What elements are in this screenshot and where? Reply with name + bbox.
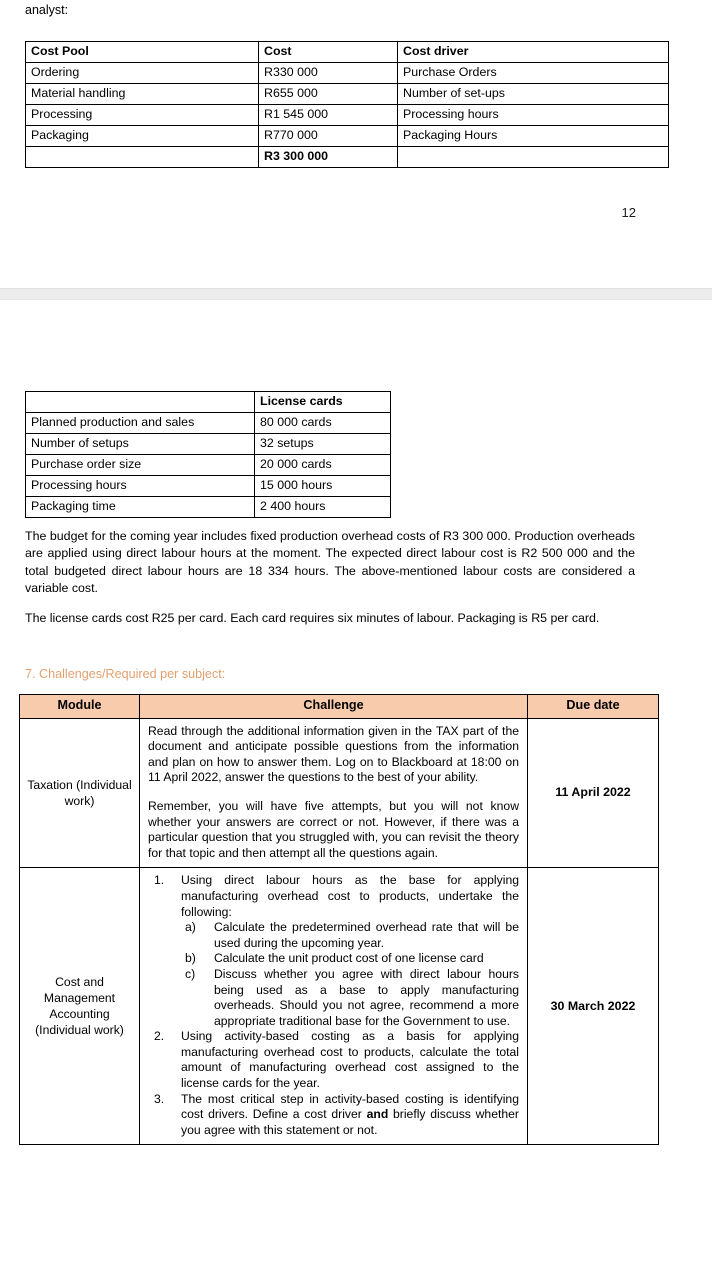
list-marker: 2.	[154, 1029, 165, 1044]
column-header-cost-pool: Cost Pool	[26, 42, 259, 63]
cell-cost-pool: Ordering	[26, 63, 259, 84]
license-cards-table	[25, 391, 391, 518]
page-break-divider	[0, 288, 712, 300]
table-row	[26, 63, 669, 84]
cell-value: 15 000 hours	[255, 476, 391, 497]
list-item-bold-word: and	[366, 1107, 389, 1122]
challenge-paragraph: Remember, you will have five attempts, but you will not know whether your answers are correct or not. However, if there was a particular question that you struggled with, you can revisit the theory for that topic and then attempt all the questions again.	[148, 798, 519, 860]
cell-label: Number of setups	[26, 434, 255, 455]
cell-cost: R655 000	[259, 84, 398, 105]
table-row	[26, 497, 391, 518]
column-header-license-cards: License cards	[255, 392, 391, 413]
list-item	[181, 967, 519, 1029]
column-header-cost: Cost	[259, 42, 398, 63]
cell-label: Planned production and sales	[26, 413, 255, 434]
table-row	[26, 476, 391, 497]
table-row	[20, 718, 659, 868]
cell-cost-pool: Material handling	[26, 84, 259, 105]
list-item-text: Using activity-based costing as a basis for applying manufacturing overhead cost to products, calculate the total amount of manufacturing overhead cost assigned to the license cards for the year.	[181, 1029, 519, 1091]
list-item-text: Using direct labour hours as the base for applying manufacturing overhead cost to products, undertake the following:	[181, 873, 519, 919]
list-marker: 3.	[154, 1091, 165, 1106]
cell-cost-pool-blank	[26, 147, 259, 168]
list-marker: b)	[185, 951, 196, 966]
document-page-12-fragment	[0, 0, 712, 288]
document-page-13-fragment	[0, 300, 712, 1280]
list-item-text: Calculate the predetermined overhead rate that will be used during the upcoming year.	[214, 920, 519, 950]
lead-text: analyst:	[25, 3, 69, 17]
cell-module-cost-management-accounting: Cost and Management Accounting (Individual work)	[20, 868, 140, 1145]
cell-cost: R1 545 000	[259, 105, 398, 126]
cell-cost-pool: Packaging	[26, 126, 259, 147]
cell-value: 2 400 hours	[255, 497, 391, 518]
section-heading-challenges: 7. Challenges/Required per subject:	[25, 667, 226, 681]
list-marker: 1.	[154, 873, 165, 888]
cell-label: Packaging time	[26, 497, 255, 518]
list-item-text: Calculate the unit product cost of one license card	[214, 951, 484, 966]
challenge-lettered-list	[181, 920, 519, 1029]
table-row	[20, 868, 659, 1145]
cell-cost-driver: Packaging Hours	[398, 126, 669, 147]
column-header-module: Module	[20, 695, 140, 719]
cell-cost-pool: Processing	[26, 105, 259, 126]
challenge-numbered-list	[148, 873, 519, 1138]
table-row	[26, 413, 391, 434]
table-row	[26, 105, 669, 126]
table-row	[26, 455, 391, 476]
table-header-row	[20, 695, 659, 719]
list-item	[181, 920, 519, 951]
cell-cost-driver: Number of set-ups	[398, 84, 669, 105]
list-marker: c)	[185, 966, 196, 981]
challenges-table	[19, 694, 659, 1145]
cell-value: 20 000 cards	[255, 455, 391, 476]
cell-label: Processing hours	[26, 476, 255, 497]
table-total-row	[26, 147, 669, 168]
challenge-paragraph: Read through the additional information given in the TAX part of the document and anticipate possible questions from the information and plan on how to answer them. Log on to Blackboard at 18:00 on 11 April 2022, answer the questions to the best of your ability.	[148, 723, 519, 785]
cell-due-date-cost-management-accounting: 30 March 2022	[528, 868, 659, 1145]
cell-module-taxation: Taxation (Individual work)	[20, 718, 140, 868]
page-number: 12	[621, 205, 636, 220]
cell-cost: R330 000	[259, 63, 398, 84]
cell-due-date-taxation: 11 April 2022	[528, 718, 659, 868]
cell-label: Purchase order size	[26, 455, 255, 476]
list-item-text-before-bold: The most critical step in activity-based costing is identifying cost drivers. Define a cost driver	[181, 1091, 519, 1122]
table-row	[26, 434, 391, 455]
column-header-challenge: Challenge	[140, 695, 528, 719]
paragraph-license-cost: The license cards cost R25 per card. Each card requires six minutes of labour. Packaging is R5 per card.	[25, 611, 600, 625]
column-header-cost-driver: Cost driver	[398, 42, 669, 63]
cell-challenge-cost-management-accounting	[140, 868, 528, 1145]
cell-value: 32 setups	[255, 434, 391, 455]
list-item	[148, 873, 519, 1029]
cell-challenge-taxation	[140, 718, 528, 868]
cell-cost: R770 000	[259, 126, 398, 147]
list-item-text: Discuss whether you agree with direct labour hours being used as a base to apply manufacturing overheads. Should you not agree, recommend a more appropriate traditional base for the Government to use.	[214, 966, 519, 1028]
cell-value: 80 000 cards	[255, 413, 391, 434]
cell-cost-driver-blank	[398, 147, 669, 168]
paragraph-budget: The budget for the coming year includes fixed production overhead costs of R3 300 000. Production overheads are applied using direct labour hours at the moment. The expected direct labour cost is R2 500 000 and the total budgeted direct labour hours are 18 334 hours. The above-mentioned labour costs are considered a variable cost.	[25, 529, 635, 596]
list-item	[181, 951, 519, 967]
list-item	[148, 1029, 519, 1091]
column-header-due-date: Due date	[528, 695, 659, 719]
table-header-row	[26, 392, 391, 413]
list-marker: a)	[185, 920, 196, 935]
cell-cost-driver: Purchase Orders	[398, 63, 669, 84]
list-item-text-after-bold: briefly discuss whether you agree with this statement or not.	[181, 1107, 519, 1137]
cost-pool-table	[25, 41, 669, 168]
cell-cost-total: R3 300 000	[259, 147, 398, 168]
table-row	[26, 126, 669, 147]
table-row	[26, 84, 669, 105]
list-item	[148, 1092, 519, 1139]
cell-cost-driver: Processing hours	[398, 105, 669, 126]
table-header-row	[26, 42, 669, 63]
column-header-blank	[26, 392, 255, 413]
